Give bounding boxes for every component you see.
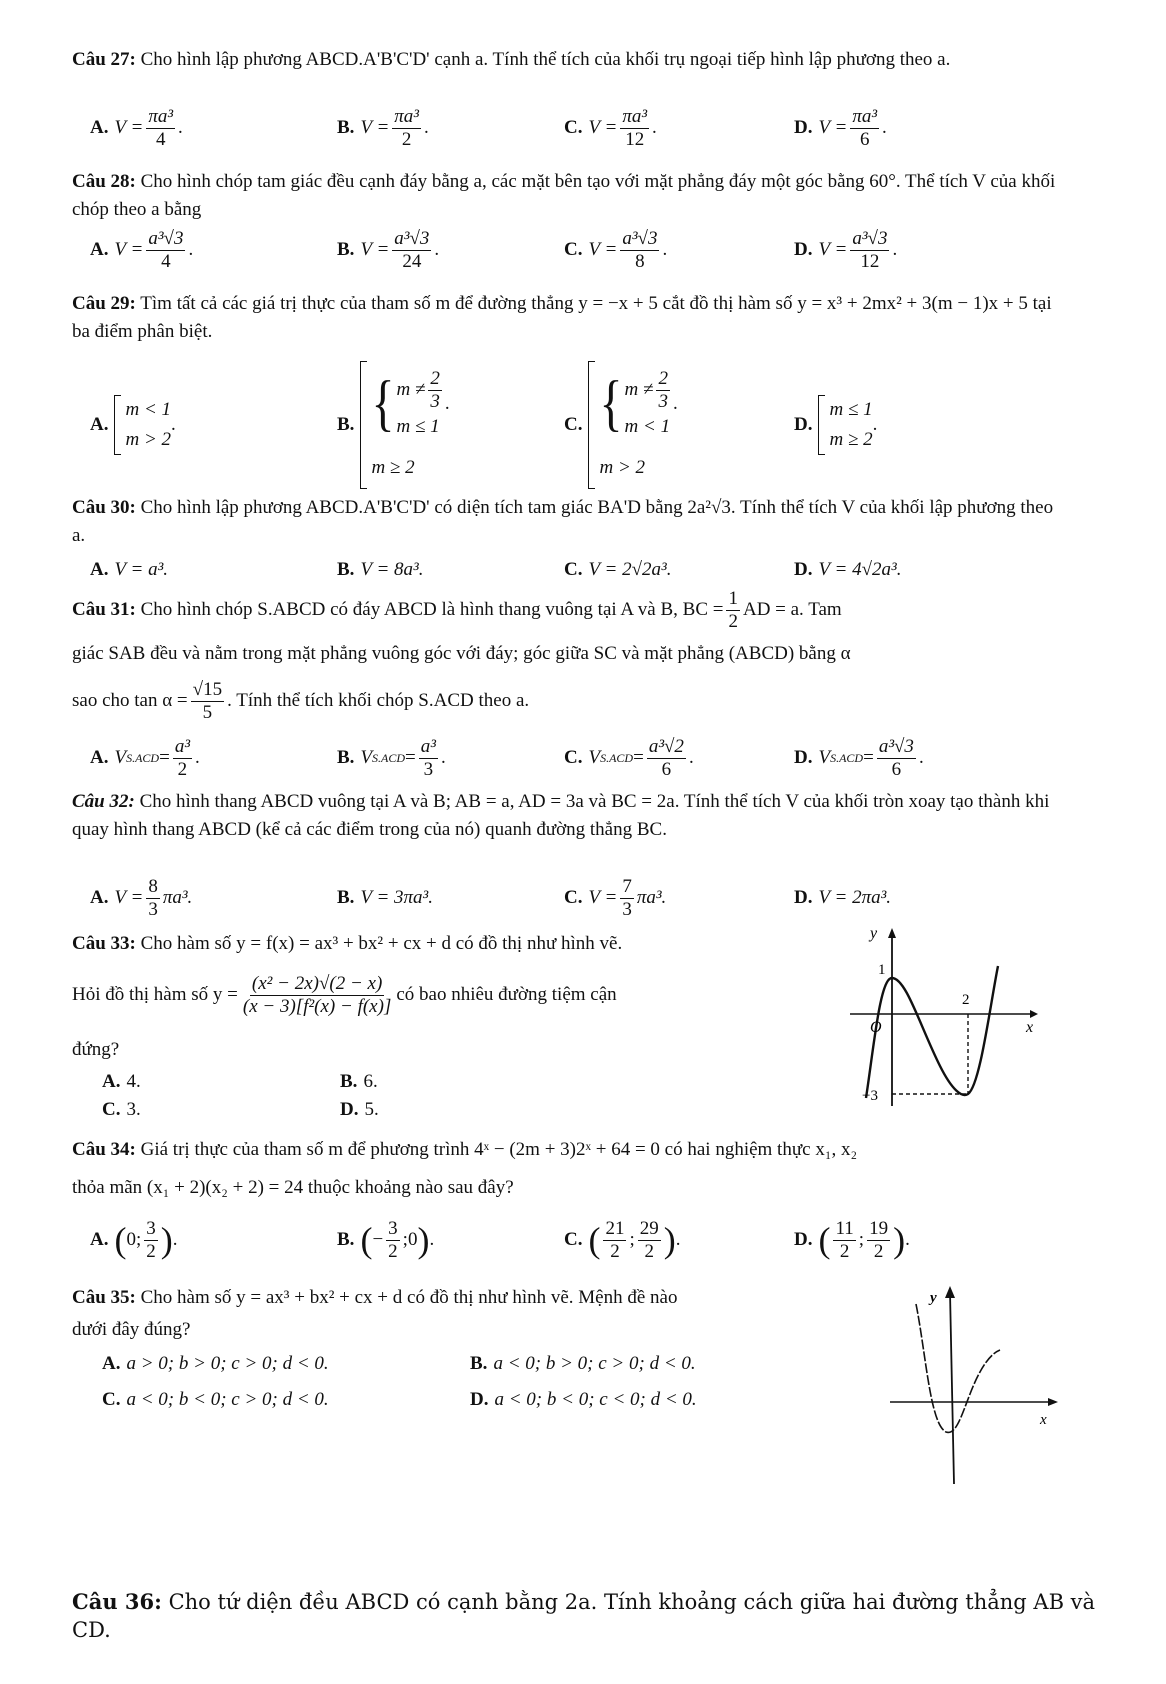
- option-a[interactable]: [90, 554, 168, 586]
- option-b[interactable]: [337, 870, 433, 926]
- option-key: D.: [340, 1099, 359, 1120]
- numerator: (x² − 2x)√(2 − x): [251, 972, 383, 994]
- paren-icon: ): [160, 1220, 173, 1260]
- bracket-icon: [114, 395, 121, 455]
- option-lhs: V =: [588, 887, 618, 908]
- option-lhs: V =: [114, 117, 144, 138]
- cubic-graph-33: [840, 926, 1040, 1116]
- condition: m ≤ 1: [829, 399, 873, 420]
- question-29: [72, 290, 1056, 346]
- question-text: Cho hình chóp tam giác đều cạnh đáy bằng a, các mặt bên tạo với mặt phẳng đáy một góc bằng 60°. Thể tích V của khối chóp theo a bằng: [72, 171, 1056, 220]
- option-expr: V = 4√2a³.: [818, 559, 902, 580]
- option-tail: .: [882, 117, 887, 138]
- option-subscript: S.ACD: [126, 751, 160, 765]
- question-text: Cho hàm số y = ax³ + bx² + cx + d có đồ thị như hình vẽ. Mệnh đề nào: [140, 1287, 678, 1308]
- option-expr: V = 3πa³.: [360, 887, 433, 908]
- numerator: 8: [148, 875, 158, 897]
- bracket-system: { m ≠ $\frac{2}{3}$ m ≤ 1 . m ≥ 2: [360, 361, 449, 489]
- option-key: B.: [470, 1353, 488, 1374]
- option-key: C.: [102, 1389, 121, 1410]
- option-key: D.: [794, 747, 813, 768]
- denominator: 2: [388, 1240, 398, 1262]
- option-c[interactable]: [102, 1386, 329, 1414]
- option-lhs: V =: [588, 239, 618, 260]
- brace-icon: {: [599, 369, 623, 439]
- question-text: giác SAB đều và nằm trong mặt phẳng vuông góc với đáy; góc giữa SC và mặt phẳng (ABCD) bằng α: [72, 643, 851, 664]
- question-text: Giá trị thực của tham số m để phương trình 4ˣ − (2m + 3)2ˣ + 64 = 0 có hai nghiệm thực x₁, x₂: [140, 1139, 858, 1160]
- option-c[interactable]: [564, 870, 666, 926]
- question-36: [72, 1588, 1106, 1644]
- question-text: . Tính thể tích khối chóp S.ACD theo a.: [227, 690, 530, 711]
- option-a[interactable]: [90, 100, 183, 156]
- option-key: D.: [794, 1229, 813, 1250]
- fraction: [146, 106, 175, 151]
- option-lhs: V: [818, 747, 831, 768]
- option-key: C.: [564, 887, 583, 908]
- option-expr: 6.: [363, 1071, 378, 1092]
- option-a[interactable]: [90, 730, 200, 786]
- option-lhs: V =: [818, 239, 848, 260]
- option-d[interactable]: [470, 1386, 697, 1414]
- option-lhs: V: [588, 747, 601, 768]
- y-label: y: [870, 926, 878, 942]
- option-d[interactable]: [794, 100, 887, 156]
- question-32: [72, 788, 1056, 844]
- option-expr: V = 8a³.: [360, 559, 424, 580]
- option-eq: =: [159, 747, 170, 768]
- option-expr: a < 0; b < 0; c < 0; d < 0.: [494, 1389, 697, 1410]
- paren-icon: (: [818, 1220, 831, 1260]
- option-lhs: V =: [360, 239, 390, 260]
- option-key: D.: [794, 117, 813, 138]
- options-31: [72, 730, 1056, 786]
- option-d[interactable]: [794, 222, 897, 278]
- numerator: 3: [146, 1217, 156, 1239]
- option-b[interactable]: [340, 1068, 378, 1096]
- question-text: Cho hình lập phương ABCD.A'B'C'D' cạnh a. Tính thể tích của khối trụ ngoại tiếp hình lập phương theo a.: [140, 49, 951, 70]
- option-key: A.: [90, 747, 109, 768]
- question-27: [72, 46, 1056, 74]
- option-key: A.: [90, 887, 109, 908]
- option-expr: V = 2πa³.: [818, 887, 892, 908]
- question-label: Câu 34:: [72, 1139, 136, 1160]
- condition: m ≠: [396, 379, 426, 401]
- y-axis-arrow-icon: [888, 928, 896, 938]
- question-text: AD = a. Tam: [742, 599, 842, 620]
- option-key: B.: [337, 747, 355, 768]
- bracket-icon: [360, 361, 367, 489]
- numerator: 2: [430, 367, 440, 389]
- bracket-system: [818, 395, 872, 455]
- fraction: [392, 228, 431, 273]
- fraction: [850, 106, 879, 151]
- bracket-icon: [588, 361, 595, 489]
- paren-icon: (: [114, 1220, 127, 1260]
- question-35: [72, 1284, 866, 1344]
- option-b[interactable]: [337, 554, 423, 586]
- option-tail: .: [652, 117, 657, 138]
- option-tail: πa³.: [636, 887, 667, 908]
- option-key: B.: [337, 117, 355, 138]
- option-key: A.: [90, 1229, 109, 1250]
- option-a[interactable]: [90, 870, 192, 926]
- x-axis-arrow-icon: [1048, 1398, 1058, 1406]
- option-eq: =: [863, 747, 874, 768]
- curve: [866, 966, 998, 1098]
- fraction: [620, 876, 634, 921]
- condition: m < 1: [624, 415, 671, 437]
- question-text: dưới đây đúng?: [72, 1319, 191, 1340]
- options-27: [72, 100, 1056, 160]
- denominator: 5: [202, 701, 213, 723]
- option-key: C.: [564, 239, 583, 260]
- condition: m ≤ 1: [396, 415, 440, 437]
- x-axis-arrow-icon: [1030, 1010, 1038, 1018]
- numerator: a³: [420, 735, 436, 757]
- denominator: 2: [644, 1240, 655, 1262]
- option-lhs: V =: [818, 117, 848, 138]
- option-d[interactable]: [340, 1096, 379, 1124]
- options-32: [72, 870, 1056, 926]
- paren-icon: (: [588, 1220, 601, 1260]
- y-axis-arrow-icon: [945, 1286, 955, 1298]
- option-b[interactable]: B. ( − $\frac{3}{2}$ ; 0 ) .: [337, 1217, 435, 1262]
- options-28: [72, 222, 1056, 282]
- fraction: [647, 736, 686, 781]
- question-text: Cho hình lập phương ABCD.A'B'C'D' có diện tích tam giác BA'D bằng 2a²√3. Tính thể tích V của khối lập phương theo a.: [72, 497, 1054, 546]
- question-label: Câu 35:: [72, 1287, 136, 1308]
- option-tail: .: [892, 239, 898, 260]
- question-text: Cho tứ diện đều ABCD có cạnh bằng 2a. Tính khoảng cách giữa hai đường thẳng AB và CD.: [72, 1590, 1096, 1642]
- numerator: a³: [174, 735, 191, 757]
- option-tail: .: [440, 747, 446, 768]
- denominator: 4: [161, 250, 171, 272]
- fraction: [603, 1218, 626, 1263]
- option-tail: .: [918, 747, 924, 768]
- question-text: Cho hình thang ABCD vuông tại A và B; AB = a, AD = 3a và BC = 2a. Tính thể tích V của khối tròn xoay tạo thành khi quay hình thang ABCD (kể cả các điểm trong của nó) quanh đường thẳng BC.: [72, 791, 1050, 840]
- question-text: đứng?: [72, 1039, 120, 1060]
- denominator: (x − 3)[f²(x) − f(x)]: [242, 995, 392, 1017]
- question-30: [72, 494, 1056, 550]
- option-tail: .: [424, 117, 429, 138]
- option-lhs: V: [360, 747, 373, 768]
- option-a[interactable]: [90, 222, 193, 278]
- option-b[interactable]: [337, 222, 439, 278]
- options-33: [72, 1068, 836, 1126]
- denominator: 2: [610, 1240, 620, 1262]
- numerator: a³√3: [148, 227, 184, 249]
- bracket-system: { m ≠ $\frac{2}{3}$ m < 1 . m > 2: [588, 361, 677, 489]
- numerator: a³√3: [852, 227, 888, 249]
- paren-icon: (: [360, 1220, 373, 1260]
- option-expr: V = a³.: [114, 559, 169, 580]
- fraction: [867, 1218, 890, 1263]
- numerator: 1: [728, 587, 738, 609]
- options-34: [72, 1210, 1056, 1270]
- question-label: Câu 28:: [72, 171, 136, 192]
- fraction: [191, 679, 224, 724]
- option-expr: V = 2√2a³.: [588, 559, 672, 580]
- numerator: 2: [658, 367, 668, 389]
- option-d[interactable]: [794, 730, 924, 786]
- fraction: [419, 736, 438, 781]
- x-label: x: [1026, 1019, 1034, 1036]
- option-tail: .: [662, 239, 668, 260]
- y-axis: [950, 1292, 954, 1484]
- option-a[interactable]: [102, 1350, 329, 1378]
- option-c[interactable]: [564, 554, 671, 586]
- denominator: 2: [177, 758, 188, 780]
- y-label: y: [930, 1290, 937, 1306]
- numerator: 21: [605, 1217, 625, 1239]
- sign: −: [372, 1229, 384, 1250]
- condition: m < 1: [125, 399, 172, 420]
- option-b[interactable]: [337, 730, 446, 786]
- fraction: [173, 736, 192, 781]
- fraction: [877, 736, 916, 781]
- numerator: πa³: [148, 105, 174, 127]
- options-35: [72, 1350, 866, 1414]
- option-key: A.: [90, 414, 109, 435]
- condition: m ≥ 2: [371, 457, 415, 479]
- fraction: [638, 1218, 661, 1263]
- denominator: 3: [622, 898, 632, 920]
- denominator: 3: [658, 390, 668, 412]
- option-d[interactable]: [794, 554, 901, 586]
- numerator: πa³: [622, 105, 648, 127]
- option-key: D.: [470, 1389, 489, 1410]
- option-tail: .: [688, 747, 694, 768]
- option-key: C.: [564, 559, 583, 580]
- option-eq: =: [633, 747, 644, 768]
- option-tail: .: [195, 747, 200, 768]
- option-tail: .: [188, 239, 194, 260]
- option-lhs: V =: [360, 117, 390, 138]
- condition: m ≠: [624, 379, 654, 401]
- option-c[interactable]: [564, 360, 678, 490]
- option-expr: 5.: [364, 1099, 379, 1120]
- numerator: 29: [639, 1217, 659, 1239]
- denominator: 2: [728, 610, 738, 632]
- option-tail: .: [178, 117, 183, 138]
- options-30: [72, 554, 1056, 586]
- denominator: 6: [859, 128, 870, 150]
- question-31: [72, 588, 1056, 726]
- options-29: [72, 360, 1056, 490]
- numerator: a³√3: [394, 227, 430, 249]
- option-d[interactable]: D. m ≤ 1 m ≥ 2 .: [794, 360, 877, 490]
- condition: m > 2: [599, 457, 646, 479]
- option-key: A.: [102, 1353, 121, 1374]
- option-b[interactable]: [337, 360, 450, 490]
- paren-icon: ): [893, 1220, 906, 1260]
- option-key: A.: [90, 559, 109, 580]
- denominator: 3: [423, 758, 434, 780]
- denominator: 2: [401, 128, 412, 150]
- option-key: B.: [337, 414, 355, 435]
- fraction: [620, 106, 649, 151]
- option-key: A.: [90, 117, 109, 138]
- denominator: 12: [860, 250, 880, 272]
- option-key: A.: [90, 239, 109, 260]
- condition: m > 2: [125, 429, 172, 450]
- numerator: a³√3: [622, 227, 658, 249]
- fraction: [656, 368, 670, 413]
- option-eq: =: [405, 747, 416, 768]
- question-label: Câu 27:: [72, 49, 136, 70]
- question-label: Câu 30:: [72, 497, 136, 518]
- fraction: [833, 1218, 855, 1263]
- option-d[interactable]: [794, 870, 891, 926]
- option-key: B.: [337, 239, 355, 260]
- option-key: D.: [794, 239, 813, 260]
- option-c[interactable]: [564, 100, 657, 156]
- option-key: D.: [794, 414, 813, 435]
- option-key: B.: [337, 1229, 355, 1250]
- question-33: [72, 930, 836, 1064]
- option-c[interactable]: [564, 222, 667, 278]
- option-c[interactable]: C. ( $\frac{21}{2}$ ; $\frac{29}{2}$ ) .: [564, 1217, 681, 1262]
- interval-start: 0: [126, 1229, 136, 1250]
- bracket-icon: [818, 395, 825, 455]
- x-label: x: [1040, 1412, 1047, 1428]
- option-a[interactable]: A. m < 1 m > 2 .: [90, 360, 176, 490]
- question-text: Hỏi đồ thị hàm số y =: [72, 984, 238, 1005]
- question-28: [72, 168, 1056, 224]
- denominator: 12: [625, 128, 645, 150]
- option-lhs: V =: [114, 239, 144, 260]
- numerator: 11: [835, 1217, 854, 1239]
- option-key: C.: [564, 747, 583, 768]
- fraction: [146, 228, 185, 273]
- brace-icon: {: [371, 369, 395, 439]
- origin-label: O: [870, 1019, 882, 1036]
- option-c[interactable]: [564, 730, 694, 786]
- numerator: 19: [869, 1217, 889, 1239]
- option-key: C.: [564, 414, 583, 435]
- option-subscript: S.ACD: [600, 751, 634, 765]
- condition: m ≥ 2: [829, 429, 873, 450]
- denominator: 4: [155, 128, 166, 150]
- question-text: Tìm tất cả các giá trị thực của tham số m để đường thẳng y = −x + 5 cắt đồ thị hàm số y = x³ + 2mx² + 3(m − 1)x + 5 tại ba điểm phân biệt.: [72, 293, 1052, 342]
- numerator: √15: [192, 678, 223, 700]
- question-text: Cho hàm số y = f(x) = ax³ + bx² + cx + d có đồ thị như hình vẽ.: [140, 933, 623, 954]
- denominator: 8: [635, 250, 645, 272]
- paren-icon: ): [417, 1220, 430, 1260]
- option-key: B.: [340, 1071, 358, 1092]
- option-lhs: V =: [588, 117, 618, 138]
- question-text: sao cho tan α =: [72, 690, 188, 711]
- numerator: πa³: [394, 105, 419, 127]
- option-expr: 3.: [126, 1099, 141, 1120]
- option-lhs: V: [114, 747, 127, 768]
- fraction: [726, 588, 740, 633]
- option-tail: .: [434, 239, 440, 260]
- fraction: [392, 106, 421, 151]
- option-key: C.: [564, 1229, 583, 1250]
- option-key: A.: [102, 1071, 121, 1092]
- denominator: 6: [661, 758, 672, 780]
- paren-icon: ): [663, 1220, 676, 1260]
- denominator: 3: [430, 390, 440, 412]
- curve: [916, 1304, 1000, 1432]
- numerator: 3: [388, 1217, 398, 1239]
- numerator: πa³: [852, 105, 878, 127]
- bracket-system: [114, 395, 171, 455]
- question-34: [72, 1136, 1056, 1202]
- option-d[interactable]: D. ( $\frac{11}{2}$ ; $\frac{19}{2}$ ) .: [794, 1217, 910, 1262]
- option-b[interactable]: [337, 100, 429, 156]
- option-key: B.: [337, 887, 355, 908]
- numerator: a³√3: [878, 735, 914, 757]
- denominator: 2: [146, 1240, 156, 1262]
- option-a[interactable]: [102, 1068, 141, 1096]
- option-a[interactable]: A. ( 0 ; $\frac{3}{2}$ ) .: [90, 1217, 178, 1262]
- fraction: [386, 1218, 400, 1263]
- question-text: có bao nhiêu đường tiệm cận: [396, 984, 617, 1005]
- question-label: Câu 31:: [72, 599, 136, 620]
- fraction: [241, 973, 393, 1018]
- denominator: 2: [873, 1240, 884, 1262]
- denominator: 2: [839, 1240, 850, 1262]
- option-key: D.: [794, 887, 813, 908]
- option-lhs: V =: [114, 887, 144, 908]
- option-subscript: S.ACD: [372, 751, 406, 765]
- option-expr: 4.: [126, 1071, 141, 1092]
- question-label: Câu 36:: [72, 1589, 162, 1614]
- option-key: D.: [794, 559, 813, 580]
- option-subscript: S.ACD: [830, 751, 864, 765]
- question-label: Câu 32:: [72, 791, 135, 812]
- fraction: [620, 228, 659, 273]
- tick-label: −3: [862, 1088, 878, 1104]
- option-expr: a < 0; b > 0; c > 0; d < 0.: [493, 1353, 696, 1374]
- denominator: 6: [891, 758, 902, 780]
- option-tail: πa³.: [162, 887, 193, 908]
- numerator: a³√2: [648, 735, 684, 757]
- option-key: C.: [102, 1099, 121, 1120]
- question-text: thỏa mãn (x₁ + 2)(x₂ + 2) = 24 thuộc khoảng nào sau đây?: [72, 1177, 514, 1198]
- option-expr: a > 0; b > 0; c > 0; d < 0.: [126, 1353, 329, 1374]
- cubic-graph-35: [890, 1284, 1060, 1494]
- option-key: B.: [337, 559, 355, 580]
- numerator: 7: [622, 875, 632, 897]
- denominator: 3: [148, 898, 158, 920]
- question-text: Cho hình chóp S.ABCD có đáy ABCD là hình thang vuông tại A và B, BC =: [140, 599, 724, 620]
- option-c[interactable]: [102, 1096, 141, 1124]
- tick-label: 2: [962, 992, 970, 1008]
- option-b[interactable]: [470, 1350, 696, 1378]
- option-expr: a < 0; b < 0; c > 0; d < 0.: [126, 1389, 329, 1410]
- interval-end: 0: [407, 1229, 418, 1250]
- fraction: [850, 228, 889, 273]
- fraction: [428, 368, 442, 413]
- tick-label: 1: [878, 962, 886, 978]
- fraction: [146, 876, 160, 921]
- question-label: Câu 29:: [72, 293, 136, 314]
- fraction: [144, 1218, 158, 1263]
- option-key: C.: [564, 117, 583, 138]
- denominator: 24: [402, 250, 422, 272]
- question-label: Câu 33:: [72, 933, 136, 954]
